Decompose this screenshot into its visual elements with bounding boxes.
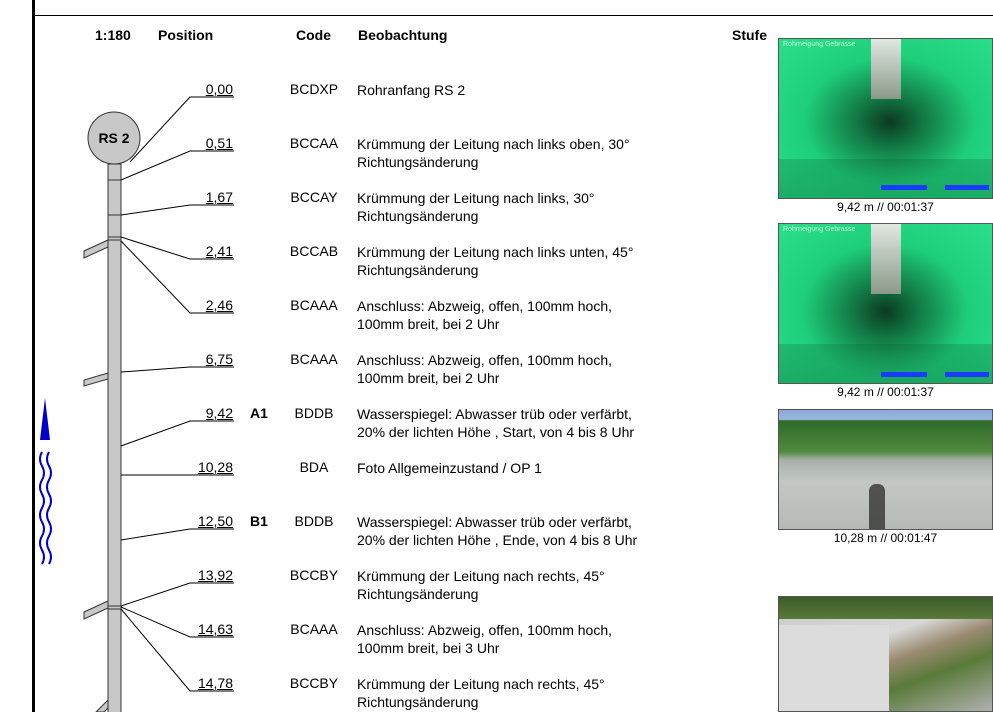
- marker-label: B1: [250, 513, 268, 529]
- leader-lines: [121, 97, 234, 691]
- scale-header: 1:180: [95, 27, 131, 43]
- position-value: 12,50: [197, 513, 233, 529]
- observation-text: Anschluss: Abzweig, offen, 100mm hoch, 100mm breit, bei 2 Uhr: [357, 352, 612, 386]
- observation-text: Krümmung der Leitung nach links unten, 45° Richtungsänderung: [357, 244, 634, 278]
- position-value: 2,41: [205, 243, 233, 259]
- code-value: BCCAA: [289, 135, 339, 151]
- grade-header: Stufe: [732, 27, 767, 43]
- photo-caption: 9,42 m // 00:01:37: [837, 385, 934, 399]
- observation-text: Krümmung der Leitung nach links oben, 30° Richtungsänderung: [357, 136, 630, 170]
- position-value: 6,75: [205, 351, 233, 367]
- inspection-photo-2[interactable]: [778, 223, 993, 384]
- position-value: 0,00: [205, 81, 233, 97]
- photo-overlay-text: Rohrneigung Gebrasse: [783, 41, 856, 48]
- branch-connection-3: [84, 601, 108, 619]
- code-value: BDDB: [294, 405, 334, 421]
- code-value: BCAAA: [290, 297, 338, 313]
- position-value: 1,67: [205, 189, 233, 205]
- code-value: BCCBY: [289, 567, 339, 583]
- observation-text: Foto Allgemeinzustand / OP 1: [357, 460, 542, 476]
- observation-text: Krümmung der Leitung nach rechts, 45° Richtungsänderung: [357, 568, 605, 602]
- marker-label: A1: [250, 405, 268, 421]
- camera-cable: [871, 39, 901, 99]
- camera-cable: [871, 224, 901, 294]
- code-value: BCCBY: [289, 675, 339, 691]
- code-value: BCCAY: [290, 189, 338, 205]
- inspection-photo-4[interactable]: [778, 596, 993, 712]
- water-wave-icon: [40, 452, 51, 564]
- position-value: 14,78: [197, 675, 233, 691]
- code-header: Code: [296, 27, 331, 43]
- position-header: Position: [158, 27, 214, 43]
- branch-connection-1: [84, 240, 108, 258]
- position-value: 10,28: [197, 459, 233, 475]
- photo-caption: 10,28 m // 00:01:47: [833, 531, 938, 545]
- code-value: BCCAB: [289, 243, 339, 259]
- photo-caption: 9,42 m // 00:01:37: [837, 200, 934, 214]
- observation-text: Anschluss: Abzweig, offen, 100mm hoch, 100mm breit, bei 3 Uhr: [357, 622, 612, 656]
- water-arrow-icon: [40, 398, 50, 440]
- observation-text: Krümmung der Leitung nach links, 30° Richtungsänderung: [357, 190, 595, 224]
- code-value: BDA: [299, 459, 329, 475]
- inspection-photo-1[interactable]: [778, 38, 993, 199]
- shadow-figure: [869, 484, 885, 530]
- position-value: 2,46: [205, 297, 233, 313]
- observation-text: Krümmung der Leitung nach rechts, 45° Richtungsänderung: [357, 676, 605, 710]
- code-value: BCDXP: [289, 81, 339, 97]
- position-value: 0,51: [205, 135, 233, 151]
- observation-text: Wasserspiegel: Abwasser trüb oder verfärbt, 20% der lichten Höhe , Ende, von 4 bis 8 Uhr: [357, 514, 638, 548]
- observation-header: Beobachtung: [358, 27, 448, 43]
- photo-overlay-text: Rohrneigung Gebrasse: [783, 226, 856, 233]
- observation-text: Wasserspiegel: Abwasser trüb oder verfärbt, 20% der lichten Höhe , Start, von 4 bis 8 Uhr: [357, 406, 635, 440]
- pipe-body: [108, 164, 121, 712]
- code-value: BCAAA: [290, 351, 338, 367]
- branch-connection-2: [84, 373, 108, 386]
- position-value: 14,63: [197, 621, 233, 637]
- position-value: 9,42: [205, 405, 233, 421]
- observation-text: Rohranfang RS 2: [357, 82, 466, 98]
- position-value: 13,92: [197, 567, 233, 583]
- inspection-photo-3[interactable]: [778, 409, 993, 530]
- manhole-label: RS 2: [98, 130, 130, 146]
- code-value: BDDB: [294, 513, 334, 529]
- observation-text: Anschluss: Abzweig, offen, 100mm hoch, 100mm breit, bei 2 Uhr: [357, 298, 612, 332]
- branch-connection-4: [96, 700, 108, 712]
- code-value: BCAAA: [290, 621, 338, 637]
